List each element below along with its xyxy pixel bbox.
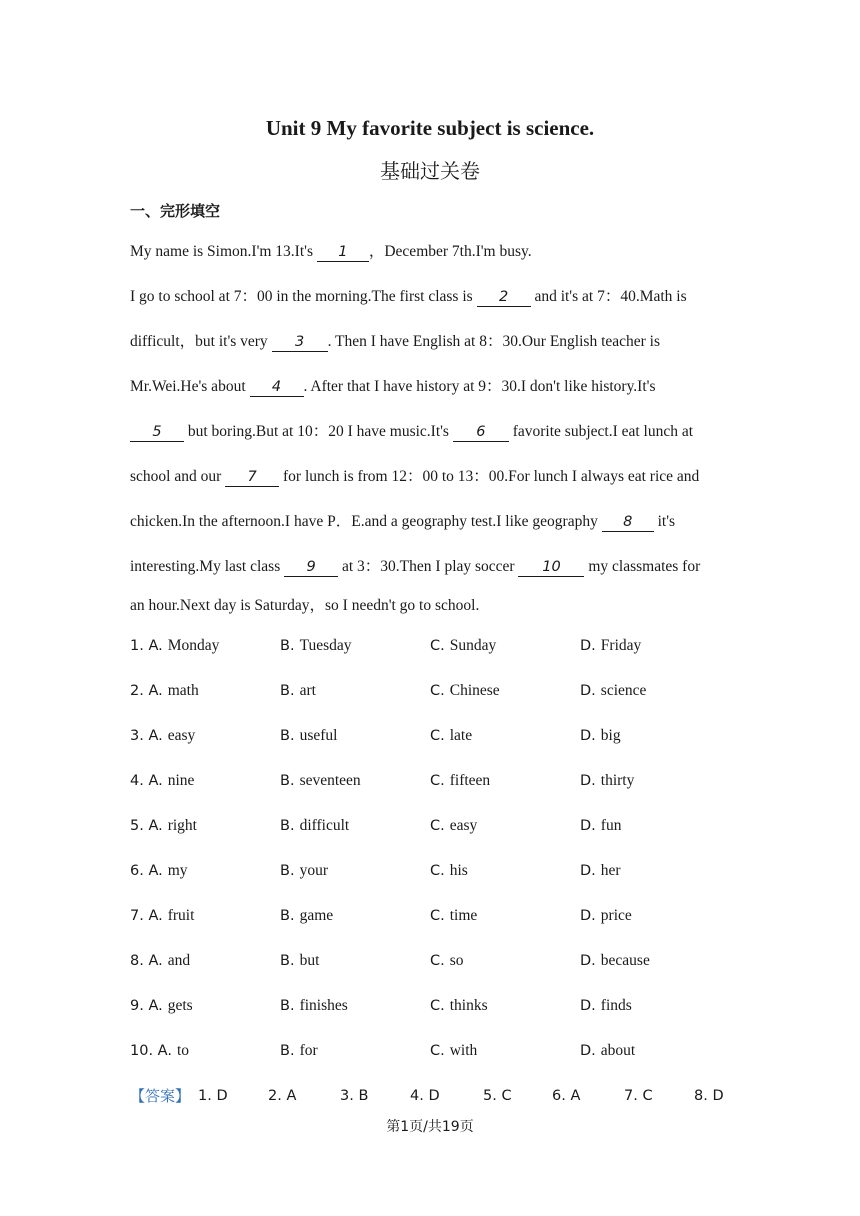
- passage-line-9: an hour.Next day is Saturday，so I needn't go to school.: [130, 597, 480, 614]
- page-footer: 第1页/共19页: [386, 1119, 474, 1135]
- option-letter: D.: [580, 638, 596, 654]
- passage-line-1: [130, 241, 532, 263]
- question-row: [130, 769, 750, 793]
- option-b: [280, 679, 316, 703]
- option-text: fun: [600, 817, 622, 834]
- option-letter: C.: [430, 728, 445, 744]
- question-row: [130, 994, 750, 1018]
- passage-text: school and our: [130, 468, 226, 485]
- question-number: 9. A.: [130, 998, 163, 1014]
- answer-item: 4. D: [410, 1088, 440, 1104]
- option-a: [130, 769, 194, 793]
- option-letter: B.: [280, 863, 295, 879]
- passage-text: . After that I have history at 9：30.I don't like history.It's: [303, 378, 656, 395]
- option-d: [580, 949, 650, 973]
- option-letter: C.: [430, 863, 445, 879]
- question-row: [130, 634, 750, 658]
- option-letter: C.: [430, 818, 445, 834]
- option-a: [130, 679, 199, 703]
- option-letter: C.: [430, 1043, 445, 1059]
- passage-text: for lunch is from 12：00 to 13：00.For lunch I always eat rice and: [279, 468, 700, 485]
- blank-5: 5: [130, 424, 184, 442]
- option-letter: B.: [280, 773, 295, 789]
- option-a: [130, 1039, 189, 1063]
- option-b: [280, 994, 348, 1018]
- option-text: gets: [167, 997, 193, 1014]
- answer-line: [130, 1084, 750, 1108]
- answer-item: 1. D: [198, 1088, 228, 1104]
- option-letter: C.: [430, 683, 445, 699]
- option-text: Monday: [167, 637, 220, 654]
- question-number: 10. A.: [130, 1043, 172, 1059]
- passage-text: at 3：30.Then I play soccer: [338, 558, 519, 575]
- option-text: and: [167, 952, 191, 969]
- option-c: [430, 1039, 477, 1063]
- option-text: difficult: [299, 817, 350, 834]
- question-row: [130, 679, 750, 703]
- answer-label: 【答案】: [130, 1087, 191, 1105]
- option-letter: B.: [280, 818, 295, 834]
- option-d: [580, 904, 632, 928]
- option-letter: B.: [280, 638, 295, 654]
- option-a: [130, 634, 219, 658]
- option-letter: D.: [580, 908, 596, 924]
- option-letter: D.: [580, 863, 596, 879]
- passage-text: but boring.But at 10：20 I have music.It's: [184, 423, 453, 440]
- passage-line-4: [130, 376, 655, 398]
- option-text: because: [600, 952, 650, 969]
- option-text: easy: [167, 727, 196, 744]
- section-heading: 一、完形填空: [130, 202, 221, 220]
- blank-7: 7: [225, 469, 279, 487]
- option-a: [130, 814, 197, 838]
- option-d: [580, 814, 621, 838]
- option-d: [580, 634, 641, 658]
- option-text: finds: [600, 997, 632, 1014]
- option-letter: B.: [280, 1043, 295, 1059]
- page-title: Unit 9 My favorite subject is science.: [265, 116, 595, 140]
- blank-3: 3: [272, 334, 328, 352]
- question-number: 7. A.: [130, 908, 163, 924]
- option-text: seventeen: [299, 772, 361, 789]
- option-c: [430, 904, 477, 928]
- question-number: 1. A.: [130, 638, 163, 654]
- option-a: [130, 904, 194, 928]
- passage-text: I go to school at 7：00 in the morning.The first class is: [130, 288, 477, 305]
- passage-text: interesting.My last class: [130, 558, 285, 575]
- option-b: [280, 769, 361, 793]
- passage-line-5: [130, 421, 693, 443]
- passage-line-6: [130, 466, 699, 488]
- blank-6: 6: [453, 424, 509, 442]
- option-a: [130, 859, 188, 883]
- option-letter: B.: [280, 998, 295, 1014]
- option-text: so: [449, 952, 464, 969]
- passage-text: My name is Simon.I'm 13.It's: [130, 243, 317, 260]
- question-number: 8. A.: [130, 953, 163, 969]
- passage-line-7: [130, 511, 675, 533]
- blank-9: 9: [284, 559, 338, 577]
- question-row: [130, 814, 750, 838]
- option-text: right: [167, 817, 197, 834]
- option-d: [580, 994, 632, 1018]
- option-text: her: [600, 862, 621, 879]
- option-text: Chinese: [449, 682, 500, 699]
- option-b: [280, 949, 319, 973]
- option-letter: C.: [430, 638, 445, 654]
- question-number: 6. A.: [130, 863, 163, 879]
- option-text: math: [167, 682, 199, 699]
- passage-text: ，December 7th.I'm busy.: [368, 243, 532, 260]
- option-b: [280, 814, 349, 838]
- option-text: for: [299, 1042, 318, 1059]
- option-text: nine: [167, 772, 195, 789]
- option-text: finishes: [299, 997, 348, 1014]
- answer-item: 7. C: [624, 1088, 653, 1104]
- passage-line-8: [130, 556, 700, 578]
- blank-1: 1: [317, 244, 369, 262]
- option-text: to: [176, 1042, 190, 1059]
- option-c: [430, 679, 500, 703]
- option-c: [430, 634, 496, 658]
- option-c: [430, 859, 468, 883]
- option-letter: B.: [280, 683, 295, 699]
- passage-text: favorite subject.I eat lunch at: [508, 423, 694, 440]
- option-letter: C.: [430, 953, 445, 969]
- passage-text: difficult，but it's very: [130, 333, 272, 350]
- option-c: [430, 949, 464, 973]
- option-text: his: [449, 862, 468, 879]
- question-number: 5. A.: [130, 818, 163, 834]
- option-d: [580, 1039, 635, 1063]
- passage-line-2: [130, 286, 687, 308]
- option-text: big: [600, 727, 621, 744]
- option-text: price: [600, 907, 632, 924]
- option-b: [280, 904, 333, 928]
- passage-text: chicken.In the afternoon.I have P．E.and a geography test.I like geography: [130, 513, 602, 530]
- option-text: Tuesday: [299, 637, 352, 654]
- question-number: 2. A.: [130, 683, 163, 699]
- option-c: [430, 814, 477, 838]
- passage-text: it's: [653, 513, 676, 530]
- option-letter: D.: [580, 953, 596, 969]
- option-letter: B.: [280, 728, 295, 744]
- option-c: [430, 994, 488, 1018]
- option-letter: B.: [280, 953, 295, 969]
- answer-item: 6. A: [552, 1088, 581, 1104]
- option-text: fruit: [167, 907, 195, 924]
- passage-text: Mr.Wei.He's about: [130, 378, 250, 395]
- question-row: [130, 724, 750, 748]
- option-text: science: [600, 682, 647, 699]
- option-text: your: [299, 862, 328, 879]
- passage-text: and it's at 7：40.Math is: [530, 288, 687, 305]
- option-text: easy: [449, 817, 478, 834]
- option-text: Sunday: [449, 637, 497, 654]
- option-c: [430, 769, 490, 793]
- option-letter: D.: [580, 773, 596, 789]
- option-text: game: [299, 907, 334, 924]
- option-text: time: [449, 907, 478, 924]
- option-d: [580, 724, 621, 748]
- option-letter: B.: [280, 908, 295, 924]
- blank-2: 2: [477, 289, 531, 307]
- option-text: about: [600, 1042, 636, 1059]
- blank-8: 8: [602, 514, 654, 532]
- option-text: thirty: [600, 772, 635, 789]
- option-a: [130, 724, 195, 748]
- question-number: 3. A.: [130, 728, 163, 744]
- answer-item: 2. A: [268, 1088, 297, 1104]
- passage-text: my classmates for: [584, 558, 701, 575]
- option-d: [580, 859, 621, 883]
- option-letter: D.: [580, 818, 596, 834]
- question-number: 4. A.: [130, 773, 163, 789]
- option-c: [430, 724, 472, 748]
- option-b: [280, 859, 328, 883]
- passage-text: . Then I have English at 8：30.Our English teacher is: [327, 333, 661, 350]
- option-letter: D.: [580, 683, 596, 699]
- option-text: but: [299, 952, 320, 969]
- page-subtitle: 基础过关卷: [380, 159, 480, 183]
- option-text: useful: [299, 727, 338, 744]
- question-row: [130, 1039, 750, 1063]
- question-row: [130, 904, 750, 928]
- passage-line-3: [130, 331, 660, 353]
- question-row: [130, 949, 750, 973]
- option-b: [280, 724, 337, 748]
- option-a: [130, 949, 190, 973]
- option-letter: C.: [430, 998, 445, 1014]
- answer-item: 5. C: [483, 1088, 512, 1104]
- option-letter: D.: [580, 728, 596, 744]
- option-b: [280, 1039, 318, 1063]
- option-text: thinks: [449, 997, 488, 1014]
- option-text: late: [449, 727, 473, 744]
- option-a: [130, 994, 193, 1018]
- option-d: [580, 769, 634, 793]
- option-text: my: [167, 862, 188, 879]
- option-b: [280, 634, 352, 658]
- option-text: with: [449, 1042, 478, 1059]
- option-text: art: [299, 682, 316, 699]
- answer-item: 3. B: [340, 1088, 369, 1104]
- answer-item: 8. D: [694, 1088, 724, 1104]
- option-text: Friday: [600, 637, 642, 654]
- option-d: [580, 679, 646, 703]
- blank-10: 10: [518, 559, 584, 577]
- question-row: [130, 859, 750, 883]
- option-letter: C.: [430, 908, 445, 924]
- option-text: fifteen: [449, 772, 491, 789]
- blank-4: 4: [250, 379, 304, 397]
- option-letter: C.: [430, 773, 445, 789]
- option-letter: D.: [580, 998, 596, 1014]
- option-letter: D.: [580, 1043, 596, 1059]
